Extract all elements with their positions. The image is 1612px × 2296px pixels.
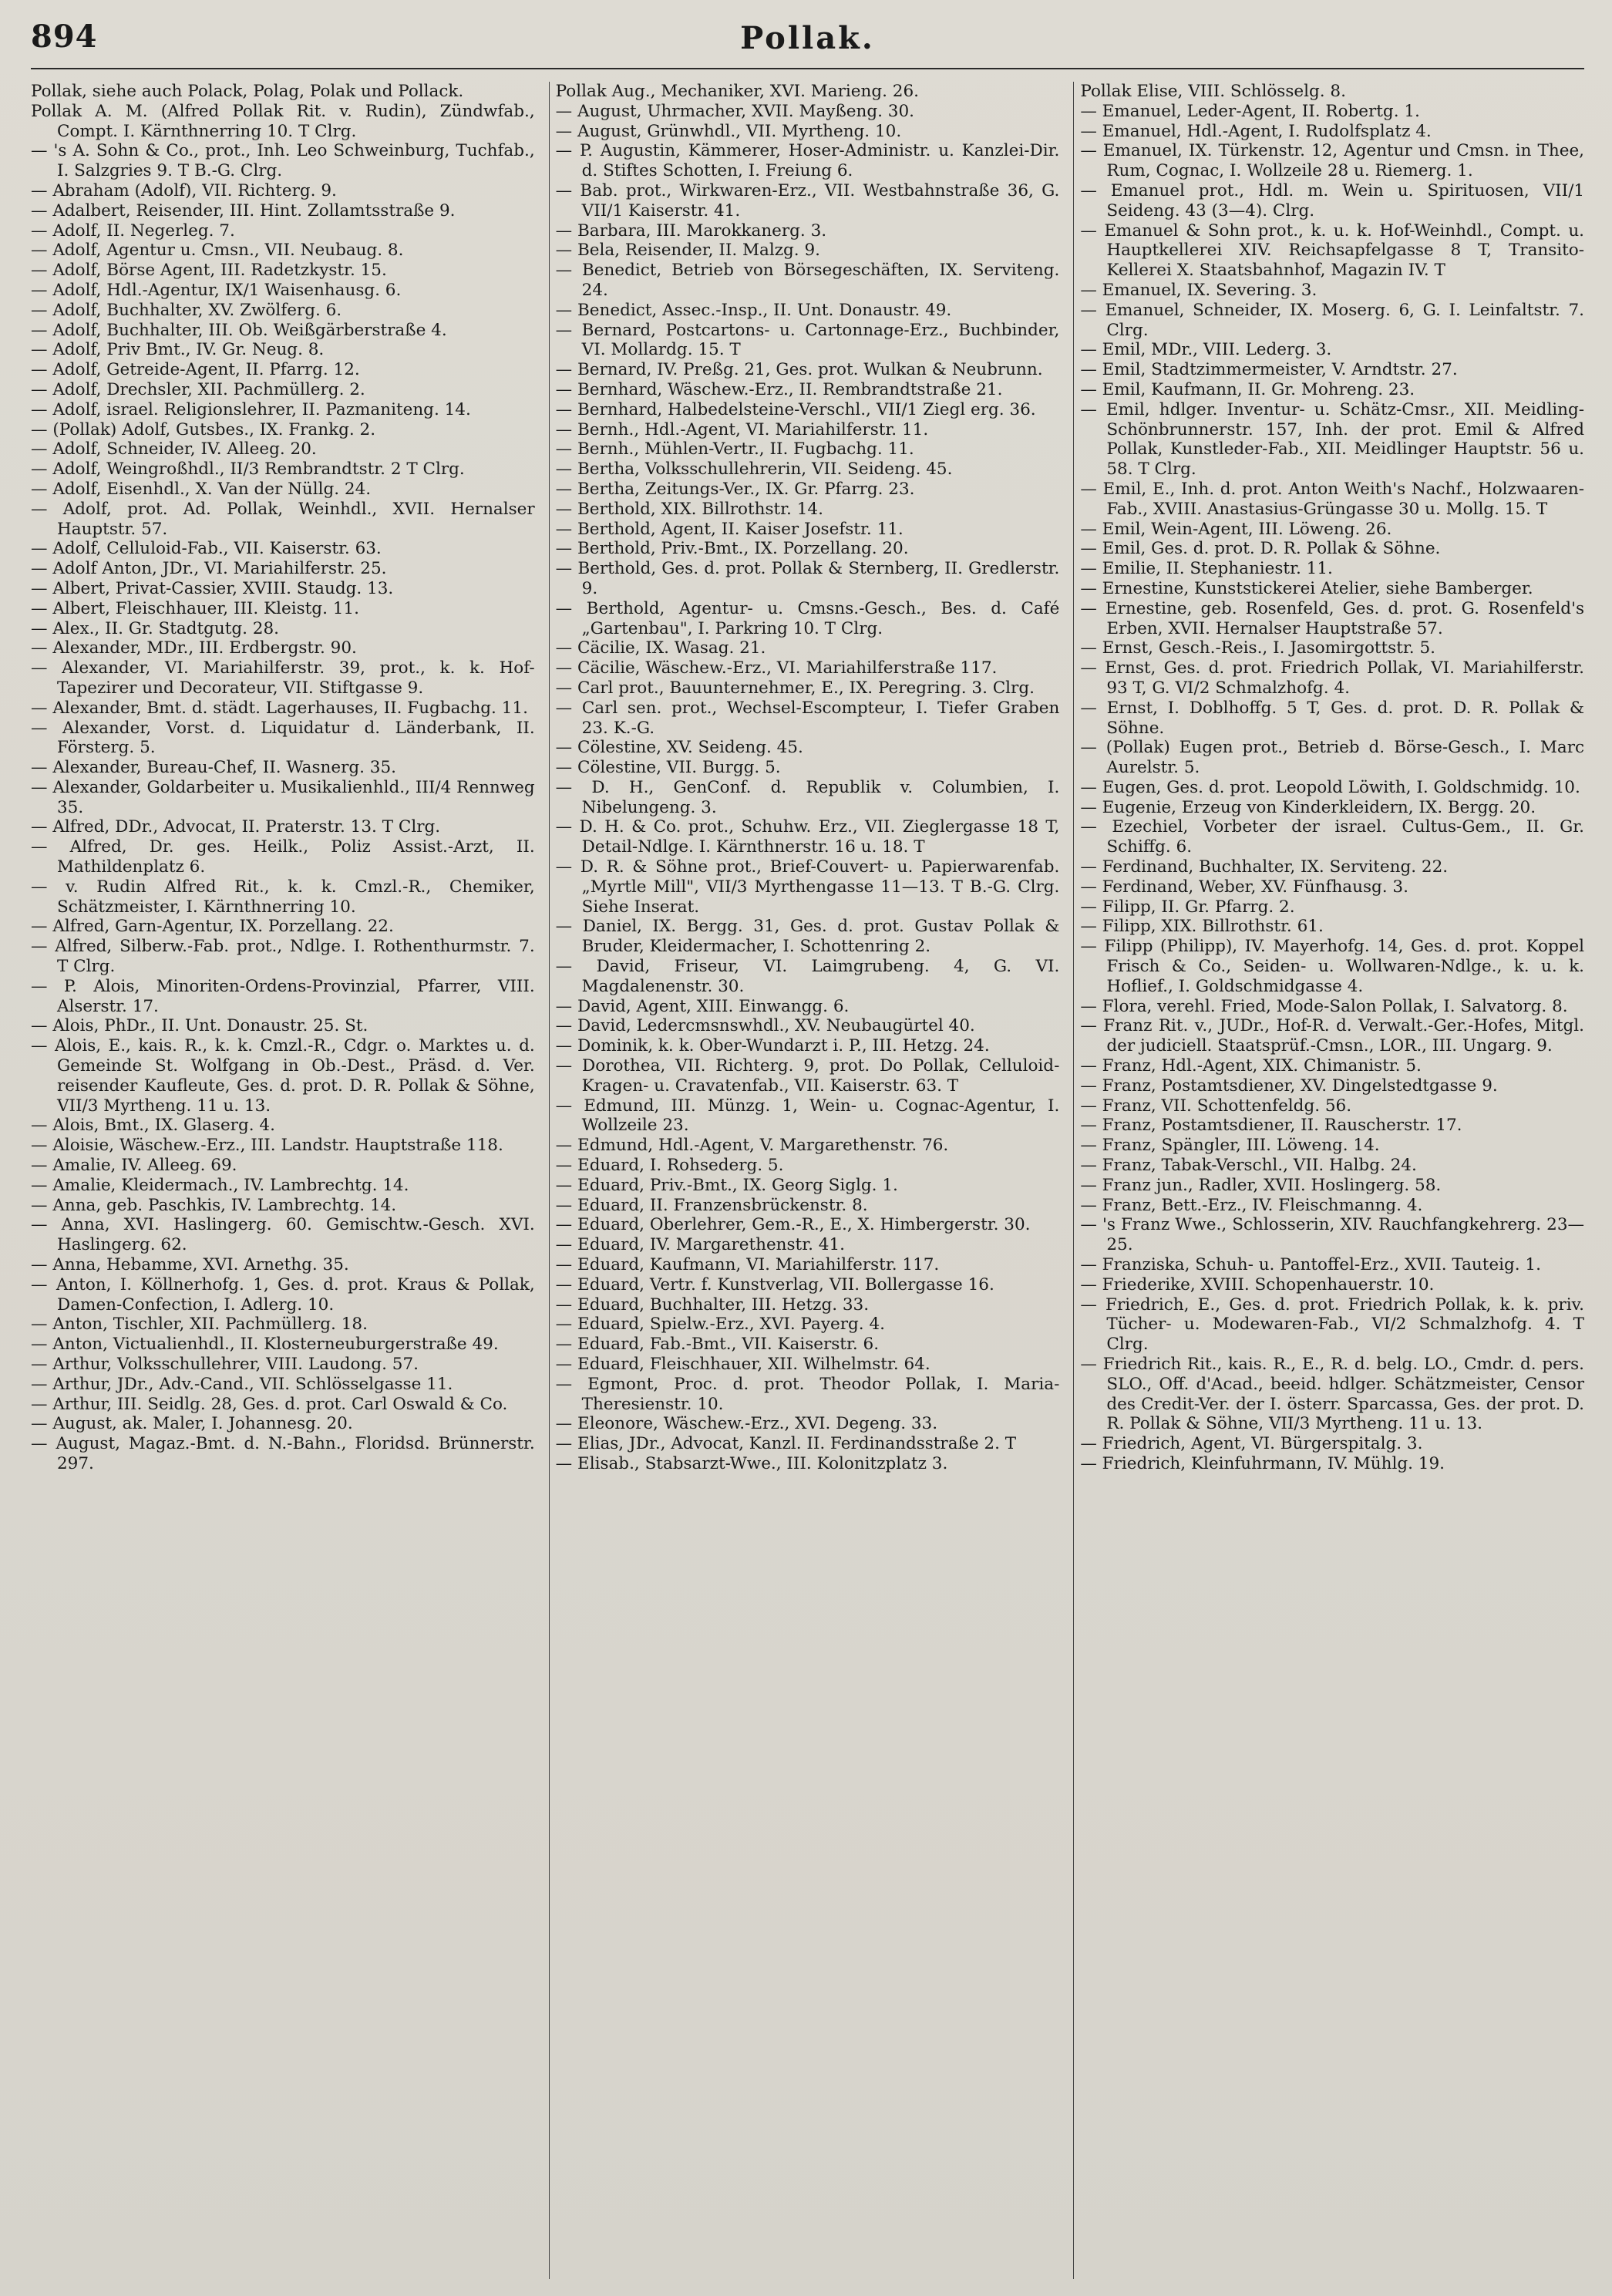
directory-entry: — Alfred, Silberw.-Fab. prot., Ndlge. I. Rothenthurmstr. 7. T Clrg.: [31, 937, 535, 977]
directory-entry: Pollak Elise, VIII. Schlösselg. 8.: [1080, 82, 1346, 101]
directory-entry: — Bernh., Hdl.-Agent, VI. Mariahilferstr. 11.: [555, 419, 929, 439]
directory-entry: — D. H. & Co. prot., Schuhw. Erz., VII. Zieglergasse 18 T, Detail-Ndlge. I. Kärnthnerstr. 16 u. 18. T: [555, 817, 1060, 857]
directory-entry: — Cölestine, XV. Seideng. 45.: [555, 738, 803, 758]
directory-entry: — Emilie, II. Stephaniestr. 11.: [1080, 559, 1333, 579]
directory-entry: — Adolf, Agentur u. Cmsn., VII. Neubaug. 8.: [31, 241, 404, 261]
directory-entry: — Ezechiel, Vorbeter der israel. Cultus-Gem., II. Gr. Schiffg. 6.: [1080, 817, 1585, 857]
directory-entry: — Franz, Spängler, III. Löweng. 14.: [1080, 1136, 1380, 1156]
directory-entry: — Adolf, Buchhalter, III. Ob. Weißgärberstraße 4.: [31, 320, 447, 340]
directory-entry: — Berthold, Priv.-Bmt., IX. Porzellang. 20.: [555, 539, 909, 559]
directory-entry: — Cäcilie, Wäschew.-Erz., VI. Mariahilferstraße 117.: [555, 658, 998, 678]
directory-entry: — Anna, geb. Paschkis, IV. Lambrechtg. 14.: [31, 1195, 397, 1215]
directory-entry: — August, ak. Maler, I. Johannesg. 20.: [31, 1414, 353, 1434]
directory-entry: — D. H., GenConf. d. Republik v. Columbien, I. Nibelungeng. 3.: [555, 777, 1060, 817]
directory-entry: — Eleonore, Wäschew.-Erz., XVI. Degeng. 33.: [555, 1414, 938, 1434]
directory-entry: — Arthur, Volksschullehrer, VIII. Laudong. 57.: [31, 1355, 419, 1374]
directory-entry: — Alexander, Goldarbeiter u. Musikalienhld., III/4 Rennweg 35.: [31, 777, 535, 817]
directory-entry: — Adolf, Getreide-Agent, II. Pfarrg. 12.: [31, 360, 360, 380]
directory-entry: — Emil, Stadtzimmermeister, V. Arndtstr. 27.: [1080, 360, 1458, 380]
directory-entry: — Anton, Victualienhdl., II. Klosterneuburgerstraße 49.: [31, 1335, 499, 1355]
directory-entry: — Eduard, II. Franzensbrückenstr. 8.: [555, 1195, 868, 1215]
directory-entry: — Adolf, Weingroßhdl., II/3 Rembrandtstr. 2 T Clrg.: [31, 460, 465, 480]
directory-entry: — Adolf, Schneider, IV. Alleeg. 20.: [31, 439, 317, 460]
directory-entry: — Dominik, k. k. Ober-Wundarzt i. P., III. Hetzg. 24.: [555, 1036, 990, 1056]
directory-entry: — Eduard, IV. Margarethenstr. 41.: [555, 1235, 845, 1255]
directory-entry: — Emil, Ges. d. prot. D. R. Pollak & Söhne.: [1080, 539, 1441, 559]
directory-entry: — Aloisie, Wäschew.-Erz., III. Landstr. Hauptstraße 118.: [31, 1136, 503, 1156]
directory-entry: — Adolf, israel. Religionslehrer, II. Pazmaniteng. 14.: [31, 399, 471, 419]
directory-entry: — Albert, Fleischhauer, III. Kleistg. 11.: [31, 598, 359, 618]
directory-entry: — Eduard, Priv.-Bmt., IX. Georg Siglg. 1.: [555, 1175, 898, 1195]
directory-entry: — Franz, Postamtsdiener, II. Rauscherstr. 17.: [1080, 1116, 1462, 1136]
directory-entry: — P. Alois, Minoriten-Ordens-Provinzial, Pfarrer, VIII. Alserstr. 17.: [31, 976, 535, 1016]
directory-entry: — (Pollak) Adolf, Gutsbes., IX. Frankg. 2.: [31, 419, 376, 439]
directory-entry: — Eduard, I. Rohsederg. 5.: [555, 1156, 784, 1176]
directory-entry: — Flora, verehl. Fried, Mode-Salon Pollak, I. Salvatorg. 8.: [1080, 996, 1568, 1016]
directory-entry: — Eduard, Buchhalter, III. Hetzg. 33.: [555, 1294, 870, 1315]
directory-entry: — Anna, Hebamme, XVI. Arnethg. 35.: [31, 1255, 349, 1275]
directory-entry: Pollak Aug., Mechaniker, XVI. Marieng. 26.: [555, 82, 919, 101]
directory-entry: — Elisab., Stabsarzt-Wwe., III. Kolonitzplatz 3.: [555, 1453, 948, 1473]
directory-entry: — Franziska, Schuh- u. Pantoffel-Erz., XVII. Tauteig. 1.: [1080, 1255, 1541, 1275]
directory-entry: — Franz, Hdl.-Agent, XIX. Chimanistr. 5.: [1080, 1056, 1422, 1076]
directory-entry: — Alois, Bmt., IX. Glaserg. 4.: [31, 1116, 275, 1136]
directory-entry: — Adolf, Drechsler, XII. Pachmüllerg. 2.: [31, 379, 365, 399]
directory-entry: — Ernst, I. Doblhoffg. 5 T, Ges. d. prot. D. R. Pollak & Söhne.: [1080, 698, 1585, 738]
directory-entry: — David, Friseur, VI. Laimgrubeng. 4, G. VI. Magdalenenstr. 30.: [555, 957, 1060, 996]
directory-entry: — Anton, Tischler, XII. Pachmüllerg. 18.: [31, 1315, 368, 1335]
directory-entry: — Bertha, Volksschullehrerin, VII. Seideng. 45.: [555, 460, 953, 480]
directory-entry: Pollak, siehe auch Polack, Polag, Polak und Pollack.: [31, 82, 464, 101]
directory-entry: — Arthur, JDr., Adv.-Cand., VII. Schlösselgasse 11.: [31, 1374, 453, 1394]
directory-entry: — Amalie, IV. Alleeg. 69.: [31, 1156, 237, 1176]
directory-entry: — Adolf, prot. Ad. Pollak, Weinhdl., XVII. Hernalser Hauptstr. 57.: [31, 499, 535, 539]
directory-entry: — Adolf, Börse Agent, III. Radetzkystr. 15.: [31, 261, 387, 281]
directory-entry: — Adolf, Priv Bmt., IV. Gr. Neug. 8.: [31, 340, 325, 360]
directory-columns: [31, 82, 1584, 2279]
directory-entry: — Emil, MDr., VIII. Lederg. 3.: [1080, 340, 1332, 360]
directory-entry: — Eduard, Vertr. f. Kunstverlag, VII. Bollergasse 16.: [555, 1274, 994, 1294]
directory-entry: — Anton, I. Köllnerhofg. 1, Ges. d. prot. Kraus & Pollak, Damen-Confection, I. Adlerg. 10.: [31, 1274, 535, 1315]
directory-entry: — Cäcilie, IX. Wasag. 21.: [555, 638, 766, 658]
directory-entry: — Emil, E., Inh. d. prot. Anton Weith's Nachf., Holzwaaren-Fab., XVIII. Anastasius-Grüngasse 30 u. Mollg. 15. T: [1080, 479, 1585, 519]
directory-entry: — Filipp, XIX. Billrothstr. 61.: [1080, 917, 1324, 937]
directory-entry: — Alfred, DDr., Advocat, II. Praterstr. 13. T Clrg.: [31, 817, 441, 837]
directory-entry: — Daniel, IX. Bergg. 31, Ges. d. prot. Gustav Pollak & Bruder, Kleidermacher, I. Schottenring 2.: [555, 917, 1060, 957]
directory-entry: — David, Ledercmsnswhdl., XV. Neubaugürtel 40.: [555, 1016, 975, 1036]
directory-entry: — Adalbert, Reisender, III. Hint. Zollamtsstraße 9.: [31, 200, 456, 221]
directory-entry: — Ernst, Ges. d. prot. Friedrich Pollak, VI. Mariahilferstr. 93 T, G. VI/2 Schmalzhofg. 4.: [1080, 658, 1585, 698]
directory-entry: — Emanuel, IX. Severing. 3.: [1080, 280, 1318, 300]
directory-entry: — 's Franz Wwe., Schlosserin, XIV. Rauchfangkehrerg. 23—25.: [1080, 1215, 1585, 1255]
directory-entry: — Eugen, Ges. d. prot. Leopold Löwith, I. Goldschmidg. 10.: [1080, 777, 1580, 797]
directory-entry: — Edmund, III. Münzg. 1, Wein- u. Cognac-Agentur, I. Wollzeile 23.: [555, 1096, 1060, 1136]
column-left: [31, 82, 535, 2279]
directory-entry: — Berthold, XIX. Billrothstr. 14.: [555, 499, 823, 519]
directory-entry: — Franz, Bett.-Erz., IV. Fleischmanng. 4.: [1080, 1195, 1423, 1215]
directory-entry: — Abraham (Adolf), VII. Richterg. 9.: [31, 180, 337, 200]
directory-entry: — Emanuel, IX. Türkenstr. 12, Agentur und Cmsn. in Thee, Rum, Cognac, I. Wollzeile 28 u. Riemerg. 1.: [1080, 141, 1585, 181]
directory-entry: — Berthold, Agent, II. Kaiser Josefstr. 11.: [555, 519, 904, 539]
directory-entry: — Ferdinand, Buchhalter, IX. Serviteng. 22.: [1080, 857, 1449, 877]
directory-entry: — Bela, Reisender, II. Malzg. 9.: [555, 241, 820, 261]
directory-entry: — Cölestine, VII. Burgg. 5.: [555, 758, 781, 778]
directory-entry: — Emil, Wein-Agent, III. Löweng. 26.: [1080, 519, 1392, 539]
directory-entry: — Filipp (Philipp), IV. Mayerhofg. 14, Ges. d. prot. Koppel Frisch & Co., Seiden- u. Wollwaren-Ndlge., k. u. k. Hoflief., I. Goldschmidgasse 4.: [1080, 937, 1585, 996]
directory-entry: — Bab. prot., Wirkwaren-Erz., VII. Westbahnstraße 36, G. VII/1 Kaiserstr. 41.: [555, 180, 1060, 221]
directory-entry: — Franz Rit. v., JUDr., Hof-R. d. Verwalt.-Ger.-Hofes, Mitgl. der judiciell. Staatsprüf.-Cmsn., LOR., III. Ungarg. 9.: [1080, 1016, 1585, 1056]
directory-entry: — August, Grünwhdl., VII. Myrtheng. 10.: [555, 121, 902, 141]
directory-entry: — Emanuel & Sohn prot., k. u. k. Hof-Weinhdl., Compt. u. Hauptkellerei XIV. Reichsapfelgasse 8 T, Transito-Kellerei X. Staatsbahnhof, Magazin IV. T: [1080, 221, 1585, 281]
directory-entry: — Benedict, Betrieb von Börsegeschäften, IX. Serviteng. 24.: [555, 261, 1060, 300]
directory-entry: — Bernhard, Halbedelsteine-Verschl., VII/1 Ziegl erg. 36.: [555, 399, 1036, 419]
directory-entry: — Alois, PhDr., II. Unt. Donaustr. 25. St.: [31, 1016, 369, 1036]
directory-entry: — Alois, E., kais. R., k. k. Cmzl.-R., Cdgr. o. Marktes u. d. Gemeinde St. Wolfgang in Ob.-Dest., Präsd. d. Ver. reisender Kaufleute, Ges. d. prot. D. R. Pollak & Söhne, VII/3 Myrtheng. 11 u. 13.: [31, 1036, 535, 1116]
directory-entry: — Ernestine, Kunststickerei Atelier, siehe Bamberger.: [1080, 578, 1533, 598]
directory-entry: — Eugenie, Erzeug von Kinderkleidern, IX. Bergg. 20.: [1080, 797, 1536, 817]
directory-entry: — Alexander, Vorst. d. Liquidatur d. Länderbank, II. Försterg. 5.: [31, 718, 535, 758]
directory-entry: — Berthold, Ges. d. prot. Pollak & Sternberg, II. Gredlerstr. 9.: [555, 559, 1060, 598]
directory-entry: — Emanuel prot., Hdl. m. Wein u. Spirituosen, VII/1 Seideng. 43 (3—4). Clrg.: [1080, 180, 1585, 221]
directory-entry: — August, Magaz.-Bmt. d. N.-Bahn., Floridsd. Brünnerstr. 297.: [31, 1434, 535, 1473]
directory-entry: — Ferdinand, Weber, XV. Fünfhausg. 3.: [1080, 877, 1408, 897]
directory-entry: — v. Rudin Alfred Rit., k. k. Cmzl.-R., Chemiker, Schätzmeister, I. Kärnthnerring 10.: [31, 877, 535, 917]
directory-entry: — Friedrich, E., Ges. d. prot. Friedrich Pollak, k. k. priv. Tücher- u. Modewaren-Fab., VI/2 Schmalzhofg. 4. T Clrg.: [1080, 1294, 1585, 1355]
running-head: Pollak.: [740, 20, 875, 56]
directory-entry: — Adolf, II. Negerleg. 7.: [31, 221, 235, 241]
directory-entry: — Adolf, Celluloid-Fab., VII. Kaiserstr. 63.: [31, 539, 382, 559]
directory-entry: — Eduard, Kaufmann, VI. Mariahilferstr. 117.: [555, 1255, 940, 1275]
directory-entry: — Benedict, Assec.-Insp., II. Unt. Donaustr. 49.: [555, 300, 952, 320]
directory-entry: — Bernh., Mühlen-Vertr., II. Fugbachg. 11.: [555, 439, 914, 460]
directory-entry: — Adolf, Hdl.-Agentur, IX/1 Waisenhausg. 6.: [31, 280, 402, 300]
directory-entry: — Emanuel, Schneider, IX. Moserg. 6, G. I. Leinfaltstr. 7. Clrg.: [1080, 300, 1585, 340]
directory-entry: — Adolf, Buchhalter, XV. Zwölferg. 6.: [31, 300, 342, 320]
directory-entry: — Albert, Privat-Cassier, XVIII. Staudg. 13.: [31, 578, 394, 598]
directory-entry: — Filipp, II. Gr. Pfarrg. 2.: [1080, 897, 1295, 917]
directory-entry: — Alfred, Garn-Agentur, IX. Porzellang. 22.: [31, 917, 394, 937]
directory-entry: — Eduard, Spielw.-Erz., XVI. Payerg. 4.: [555, 1315, 885, 1335]
directory-entry: — Ernst, Gesch.-Reis., I. Jasomirgottstr. 5.: [1080, 638, 1435, 658]
directory-entry: — Franz jun., Radler, XVII. Hoslingerg. 58.: [1080, 1175, 1442, 1195]
directory-entry: — Bernhard, Wäschew.-Erz., II. Rembrandtstraße 21.: [555, 379, 1003, 399]
directory-entry: — Egmont, Proc. d. prot. Theodor Pollak, I. Maria-Theresienstr. 10.: [555, 1374, 1060, 1414]
directory-entry: — Emanuel, Leder-Agent, II. Robertg. 1.: [1080, 101, 1420, 121]
directory-entry: — 's A. Sohn & Co., prot., Inh. Leo Schweinburg, Tuchfab., I. Salzgries 9. T B.-G. Clrg.: [31, 141, 535, 181]
directory-entry: — Carl sen. prot., Wechsel-Escompteur, I. Tiefer Graben 23. K.-G.: [555, 698, 1060, 738]
directory-entry: — Emil, Kaufmann, II. Gr. Mohreng. 23.: [1080, 379, 1415, 399]
directory-entry: — D. R. & Söhne prot., Brief-Couvert- u. Papierwarenfab. „Myrtle Mill", VII/3 Myrthengasse 11—13. T B.-G. Clrg. Siehe Inserat.: [555, 857, 1060, 917]
directory-entry: Pollak A. M. (Alfred Pollak Rit. v. Rudin), Zündwfab., Compt. I. Kärnthnerring 10. T Clrg.: [31, 101, 535, 141]
directory-entry: — Adolf Anton, JDr., VI. Mariahilferstr. 25.: [31, 559, 387, 579]
directory-entry: — August, Uhrmacher, XVII. Mayßeng. 30.: [555, 101, 914, 121]
directory-entry: — Emanuel, Hdl.-Agent, I. Rudolfsplatz 4.: [1080, 121, 1432, 141]
directory-entry: — Bernard, Postcartons- u. Cartonnage-Erz., Buchbinder, VI. Mollardg. 15. T: [555, 320, 1060, 360]
directory-entry: — Elias, JDr., Advocat, Kanzl. II. Ferdinandsstraße 2. T: [555, 1434, 1017, 1454]
directory-entry: — Alexander, Bmt. d. städt. Lagerhauses, II. Fugbachg. 11.: [31, 698, 528, 718]
directory-entry: — Friedrich, Agent, VI. Bürgerspitalg. 3.: [1080, 1434, 1423, 1454]
directory-entry: — Dorothea, VII. Richterg. 9, prot. Do Pollak, Celluloid-Kragen- u. Cravatenfab., VII. Kaiserstr. 63. T: [555, 1056, 1060, 1096]
directory-entry: — Carl prot., Bauunternehmer, E., IX. Peregring. 3. Clrg.: [555, 678, 1035, 698]
directory-entry: — Bertha, Zeitungs-Ver., IX. Gr. Pfarrg. 23.: [555, 479, 915, 499]
directory-entry: — Barbara, III. Marokkanerg. 3.: [555, 221, 827, 241]
directory-entry: — Berthold, Agentur- u. Cmsns.-Gesch., Bes. d. Café „Gartenbau", I. Parkring 10. T Clrg.: [555, 598, 1060, 638]
directory-entry: — Friedrich Rit., kais. R., E., R. d. belg. LO., Cmdr. d. pers. SLO., Off. d'Acad., beeid. hdlger. Schätzmeister, Censor des Credit-Ver. der I. österr. Sparcassa, Ges. der prot. D. R. Pollak & Söhne, VII/3 Myrtheng. 11 u. 13.: [1080, 1355, 1585, 1434]
directory-entry: — (Pollak) Eugen prot., Betrieb d. Börse-Gesch., I. Marc Aurelstr. 5.: [1080, 738, 1585, 778]
directory-entry: — Amalie, Kleidermach., IV. Lambrechtg. 14.: [31, 1175, 409, 1195]
directory-entry: — Eduard, Oberlehrer, Gem.-R., E., X. Himbergerstr. 30.: [555, 1215, 1031, 1235]
directory-entry: — Alexander, VI. Mariahilferstr. 39, prot., k. k. Hof-Tapezirer und Decorateur, VII. Stiftgasse 9.: [31, 658, 535, 698]
directory-entry: — P. Augustin, Kämmerer, Hoser-Administr. u. Kanzlei-Dir. d. Stiftes Schotten, I. Freiung 6.: [555, 141, 1060, 181]
directory-entry: — Emil, hdlger. Inventur- u. Schätz-Cmsr., XII. Meidling-Schönbrunnerstr. 157, Inh. der prot. Emil & Alfred Pollak, Kunstleder-Fab., XII. Meidlinger Hauptstr. 56 u. 58. T Clrg.: [1080, 399, 1585, 480]
directory-entry: — Franz, Tabak-Verschl., VII. Halbg. 24.: [1080, 1156, 1417, 1176]
directory-entry: — Alexander, Bureau-Chef, II. Wasnerg. 35.: [31, 758, 396, 778]
directory-entry: — Alexander, MDr., III. Erdbergstr. 90.: [31, 638, 357, 658]
page-header: [31, 14, 1584, 69]
column-middle: [549, 82, 1060, 2279]
directory-entry: — Eduard, Fleischhauer, XII. Wilhelmstr. 64.: [555, 1355, 931, 1374]
directory-entry: — Alex., II. Gr. Stadtgutg. 28.: [31, 618, 279, 638]
directory-entry: — Franz, Postamtsdiener, XV. Dingelstedtgasse 9.: [1080, 1076, 1498, 1096]
directory-entry: — Eduard, Fab.-Bmt., VII. Kaiserstr. 6.: [555, 1335, 880, 1355]
directory-entry: — Adolf, Eisenhdl., X. Van der Nüllg. 24.: [31, 479, 372, 499]
directory-entry: — Ernestine, geb. Rosenfeld, Ges. d. prot. G. Rosenfeld's Erben, XVII. Hernalser Hauptstraße 57.: [1080, 598, 1585, 638]
directory-entry: — Friedrich, Kleinfuhrmann, IV. Mühlg. 19.: [1080, 1453, 1445, 1473]
column-right: [1073, 82, 1584, 2279]
directory-entry: — Franz, VII. Schottenfeldg. 56.: [1080, 1096, 1352, 1116]
directory-entry: — Edmund, Hdl.-Agent, V. Margarethenstr. 76.: [555, 1136, 949, 1156]
page-number: 894: [31, 19, 98, 55]
directory-entry: — David, Agent, XIII. Einwangg. 6.: [555, 996, 850, 1016]
directory-entry: — Bernard, IV. Preßg. 21, Ges. prot. Wulkan & Neubrunn.: [555, 360, 1043, 380]
directory-entry: — Friederike, XVIII. Schopenhauerstr. 10.: [1080, 1274, 1435, 1294]
directory-entry: — Arthur, III. Seidlg. 28, Ges. d. prot. Carl Oswald & Co.: [31, 1394, 508, 1414]
directory-entry: — Alfred, Dr. ges. Heilk., Poliz Assist.-Arzt, II. Mathildenplatz 6.: [31, 837, 535, 877]
directory-entry: — Anna, XVI. Haslingerg. 60. Gemischtw.-Gesch. XVI. Haslingerg. 62.: [31, 1215, 535, 1255]
